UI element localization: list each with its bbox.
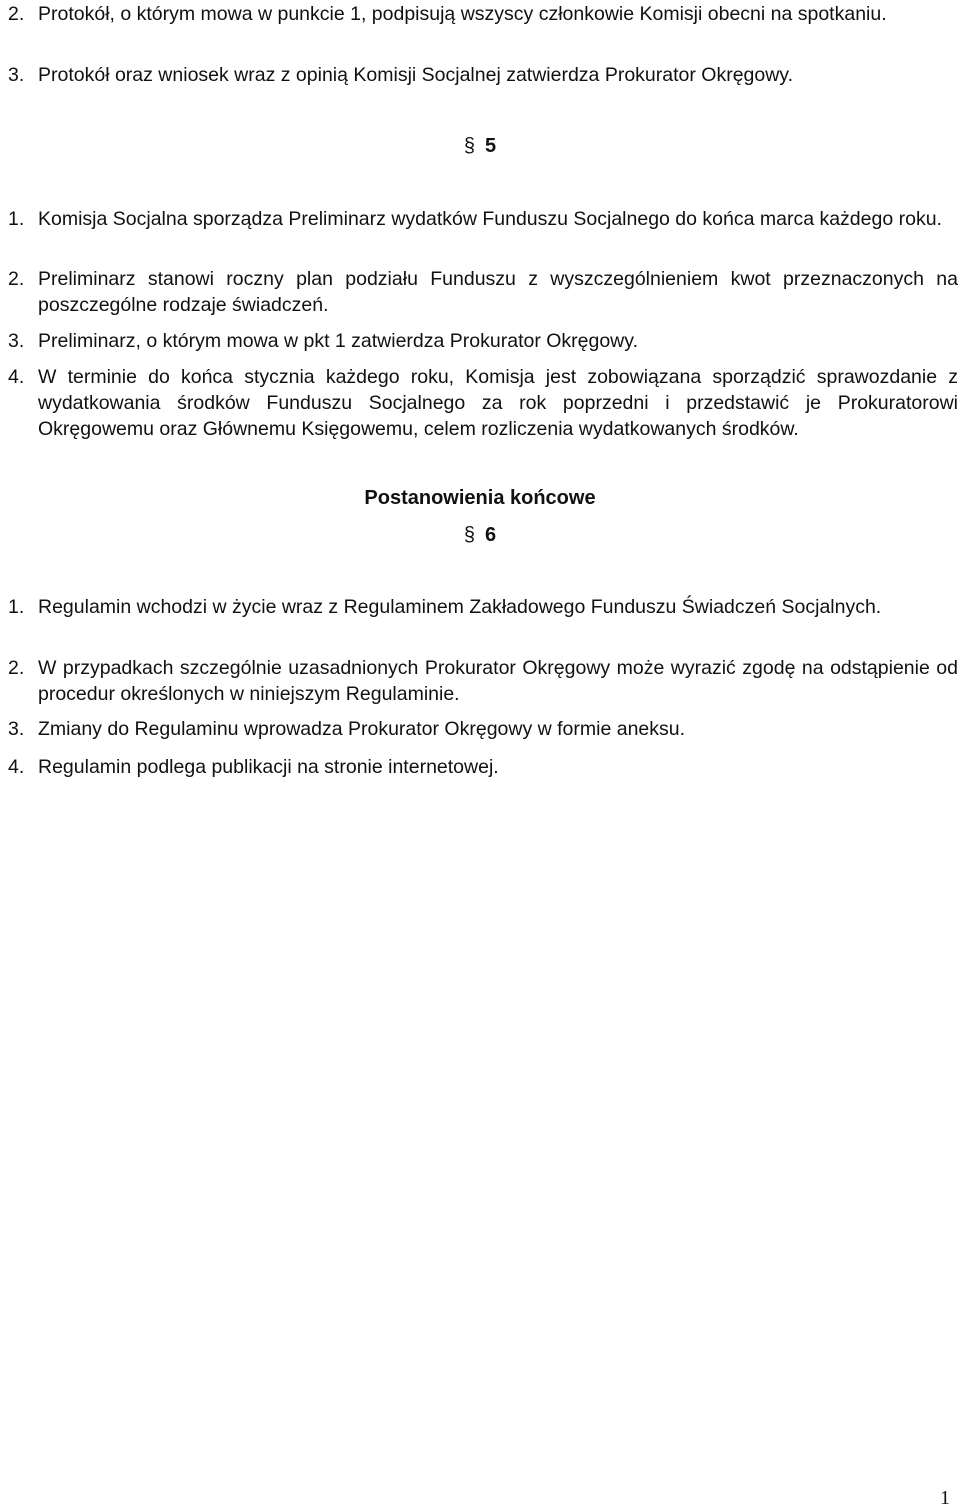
item-text: Regulamin podlega publikacji na stronie internetowej. [38,756,499,778]
item-text: Regulamin wchodzi w życie wraz z Regulaminem Zakładowego Funduszu Świadczeń Socjalnych. [38,596,882,618]
section-sign: § [463,135,475,157]
list-item [0,206,960,232]
item-text: Komisja Socjalna sporządza Preliminarz wydatków Funduszu Socjalnego do końca marca każdego roku. [38,208,942,230]
list-item [0,1,960,27]
list-item [0,655,960,707]
paragraph-heading-5 [0,133,960,159]
item-number: 2. [8,657,25,679]
item-text: W przypadkach szczególnie uzasadnionych Prokurator Okręgowy może wyrazić zgodę na odstąpienie od procedur określonych w niniejszym Regulaminie. [38,657,958,705]
item-text: Zmiany do Regulaminu wprowadza Prokurator Okręgowy w formie aneksu. [38,718,686,740]
item-number: 3. [8,330,25,352]
item-number: 4. [8,756,25,778]
item-text: Protokół oraz wniosek wraz z opinią Komisji Socjalnej zatwierdza Prokurator Okręgowy. [38,64,794,86]
page-number: 1 [940,1487,950,1509]
item-number: 2. [8,3,25,25]
section-heading: Postanowienia końcowe [364,487,596,509]
list-item [0,754,960,780]
paragraph-number: 6 [485,524,497,546]
item-text: Protokół, o którym mowa w punkcie 1, podpisują wszyscy członkowie Komisji obecni na spotkaniu. [38,3,887,25]
item-number: 2. [8,268,25,290]
item-text: Preliminarz, o którym mowa w pkt 1 zatwierdza Prokurator Okręgowy. [38,330,638,352]
item-text: Preliminarz stanowi roczny plan podziału Funduszu z wyszczególnieniem kwot przeznaczonych na poszczególne rodzaje świadczeń. [38,268,958,316]
item-number: 1. [8,208,25,230]
list-item [0,62,960,88]
list-item [0,716,960,742]
item-text: W terminie do końca stycznia każdego roku, Komisja jest zobowiązana sporządzić sprawozdanie z wydatkowania środków Funduszu Socjalnego za rok poprzedni i przedstawić je Prokuratorowi Okręgowemu oraz Głównemu Księgowemu, celem rozliczenia wydatkowanych środków. [38,366,958,440]
item-number: 3. [8,718,25,740]
list-item [0,266,960,318]
item-number: 1. [8,596,25,618]
list-item [0,594,960,620]
item-number: 4. [8,366,25,388]
list-item [0,364,960,442]
paragraph-heading-6 [0,522,960,548]
list-item [0,328,960,354]
paragraph-number: 5 [485,135,497,157]
item-number: 3. [8,64,25,86]
section-sign: § [463,524,475,546]
